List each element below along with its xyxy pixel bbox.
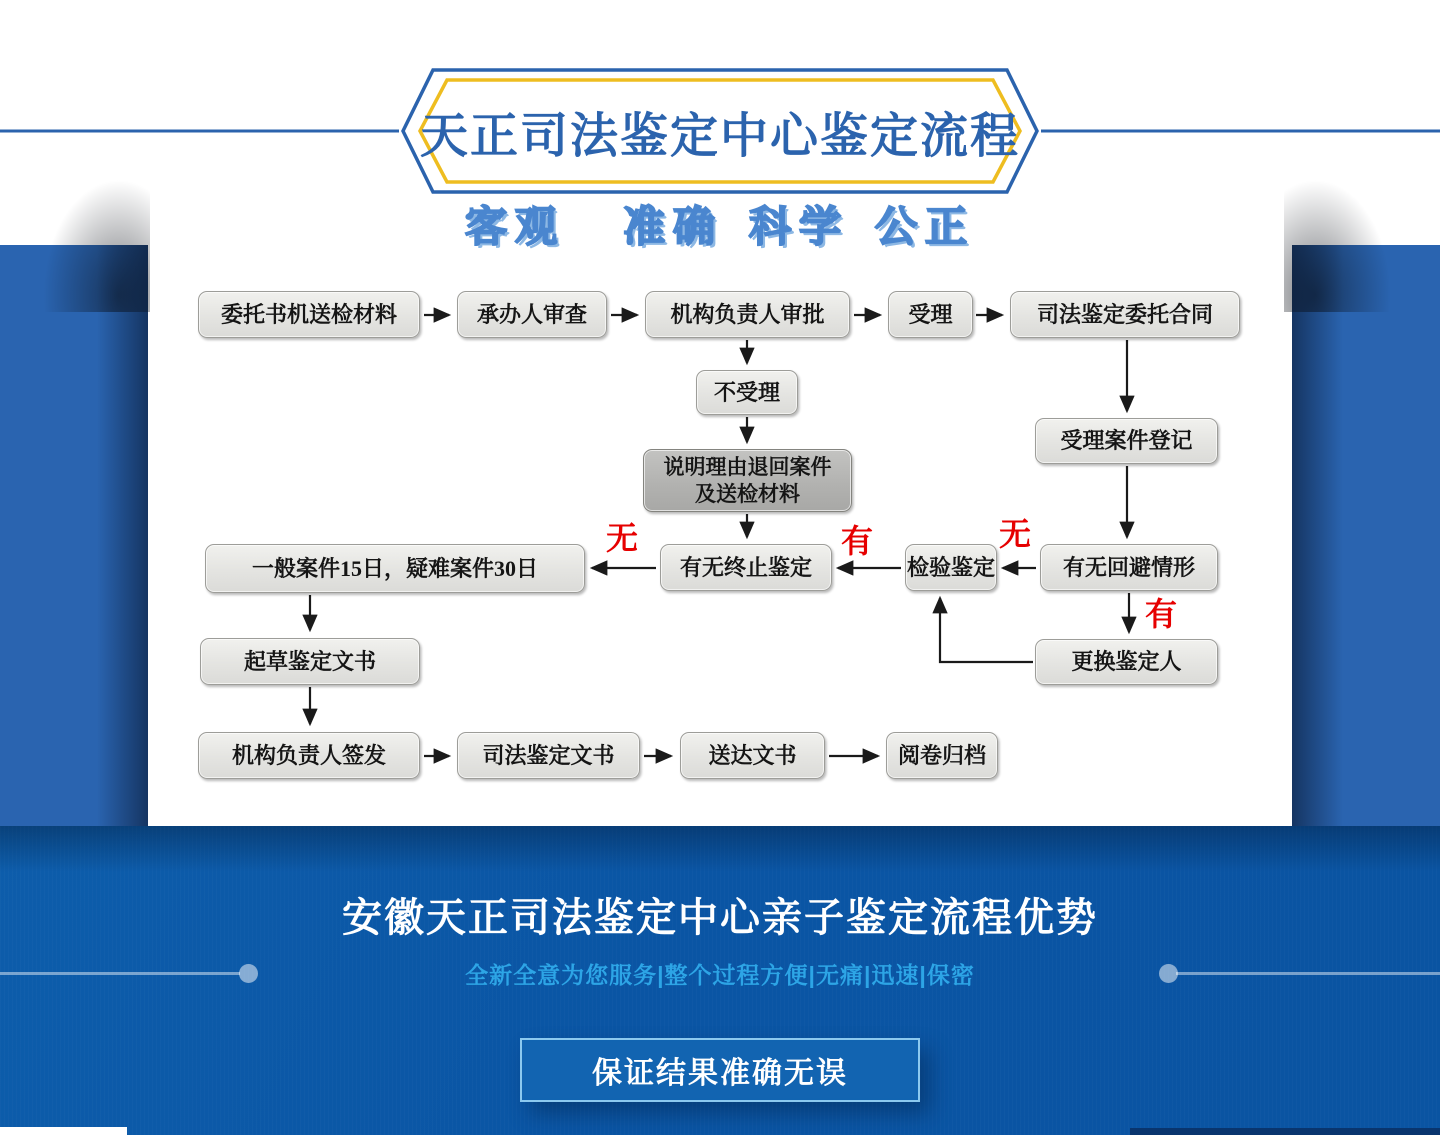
flow-node-contract: 司法鉴定委托合同 [1010,291,1240,338]
flow-node-reviewer: 承办人审查 [457,291,607,338]
flow-node-replace: 更换鉴定人 [1035,639,1218,685]
slogan-word: 客观 [464,203,565,250]
decision-label-no: 无 [606,520,639,556]
page-title: 天正司法鉴定中心鉴定流程 [420,109,1021,163]
flow-node-terminate: 有无终止鉴定 [660,544,832,591]
flow-node-return-line2: 及送检材料 [695,481,800,506]
decision-label-yes: 有 [1145,596,1178,632]
bottom-section-title: 安徽天正司法鉴定中心亲子鉴定流程优势 [342,896,1098,940]
right-blue-band [1292,245,1440,826]
bottom-section-subtitle: 全新全意为您服务|整个过程方便|无痛|迅速|保密 [465,962,975,988]
bottom-right-navy-strip [1130,1128,1440,1135]
slogan-word: 公正 [875,203,976,250]
slogan-row [0,196,1440,252]
flow-node-duration: 一般案件15日，疑难案件30日 [205,544,585,593]
left-blue-band [0,245,148,826]
flow-node-reject: 不受理 [696,370,798,415]
decision-label-yes: 有 [841,523,874,559]
flow-node-document: 司法鉴定文书 [457,732,640,779]
right-decor-line [1176,972,1440,975]
slogan-word: 科学 [749,203,850,250]
bottom-section [0,826,1440,1135]
flow-node-avoidance: 有无回避情形 [1040,544,1218,591]
flow-node-draft: 起草鉴定文书 [200,638,420,685]
flow-node-test: 检验鉴定 [905,544,997,591]
decision-label-no: 无 [999,516,1032,552]
flow-node-return-line1: 说明理由退回案件 [663,455,832,480]
guarantee-button[interactable]: 保证结果准确无误 [520,1038,920,1102]
bottom-left-white-strip [0,1127,127,1135]
flow-node-deliver: 送达文书 [680,732,825,779]
flow-node-register: 受理案件登记 [1035,418,1218,464]
flow-node-archive: 阅卷归档 [886,732,998,779]
slogan-word: 准确 [622,203,723,250]
flow-node-materials: 委托书机送检材料 [198,291,420,338]
flow-node-accept: 受理 [888,291,973,338]
flow-node-approval: 机构负责人审批 [645,291,850,338]
flow-node-sign: 机构负责人签发 [198,732,420,779]
flow-node-return [643,449,852,512]
